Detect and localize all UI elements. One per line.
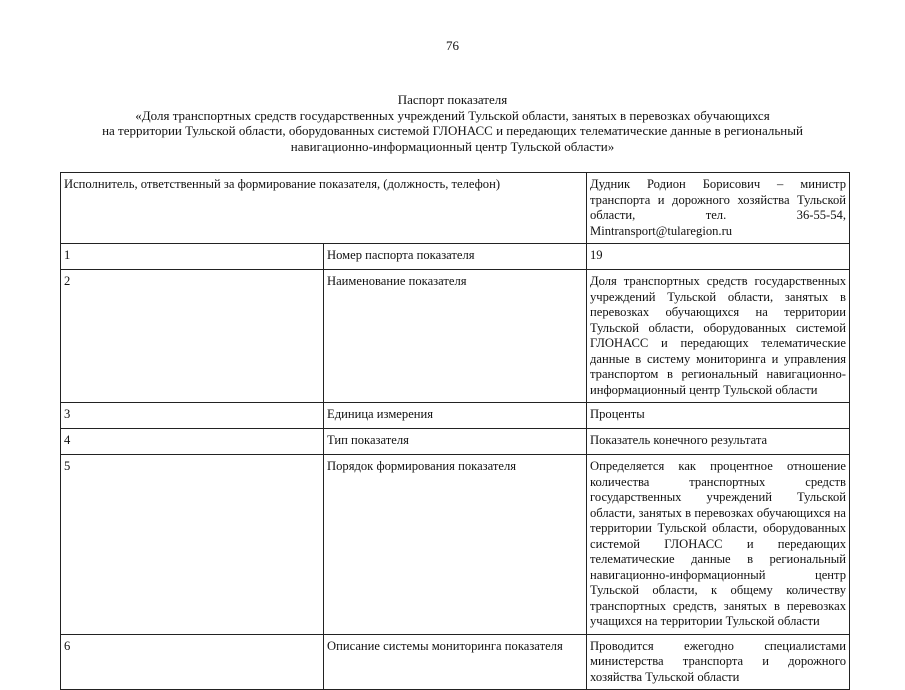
row-label: Номер паспорта показателя [324,244,587,270]
title-line-2: «Доля транспортных средств государственных учреждений Тульской области, занятых в перевозках обучающихся [135,107,770,123]
table-row [61,270,850,403]
row-label: Порядок формирования показателя [324,455,587,635]
row-number: 6 [61,634,324,690]
row-number: 1 [61,244,324,270]
title-line-1: Паспорт показателя [397,92,508,107]
document-title [40,92,865,154]
page-number: 76 [446,38,459,53]
executor-value: Дудник Родион Борисович – министр транспорта и дорожного хозяйства Тульской области, тел. 36-55-54, Mintransport@tularegion.ru [587,173,850,244]
row-value: Проценты [587,403,850,429]
row-label: Наименование показателя [324,270,587,403]
row-number: 3 [61,403,324,429]
title-line-4: навигационно-информационный центр Тульской области» [290,138,615,154]
row-value: Доля транспортных средств государственных учреждений Тульской области, занятых в перевозках обучающихся на территории Тульской области, оборудованных системой ГЛОНАСС и передающих телематические данные в систему мониторинга и управления транспортом в региональный навигационно-информационный центр Тульской области [587,270,850,403]
table-row [61,244,850,270]
title-line-3: на территории Тульской области, оборудованных системой ГЛОНАСС и передающих телематические данные в региональный [102,123,803,138]
row-value: Показатель конечного результата [587,429,850,455]
table-row [61,403,850,429]
row-label: Единица измерения [324,403,587,429]
table-row-executor [61,173,850,244]
row-value: Проводится ежегодно специалистами министерства транспорта и дорожного хозяйства Тульской области [587,634,850,690]
table-row [61,634,850,690]
executor-label: Исполнитель, ответственный за формирование показателя, (должность, телефон) [61,173,587,244]
row-label: Описание системы мониторинга показателя [324,634,587,690]
row-number: 5 [61,455,324,635]
row-label: Тип показателя [324,429,587,455]
table-row [61,429,850,455]
table-row [61,455,850,635]
row-value: Определяется как процентное отношение количества транспортных средств государственных учреждений Тульской области, занятых в перевозках обучающихся на территории Тульской области, оборудованных системой ГЛОНАСС и передающих телематические данные в региональный навигационно-информационный центр Тульской области, к общему количеству транспортных средств, занятых в перевозках учащихся на территории Тульской области [587,455,850,635]
row-number: 2 [61,270,324,403]
row-value: 19 [587,244,850,270]
row-number: 4 [61,429,324,455]
indicator-passport-table [60,172,850,690]
